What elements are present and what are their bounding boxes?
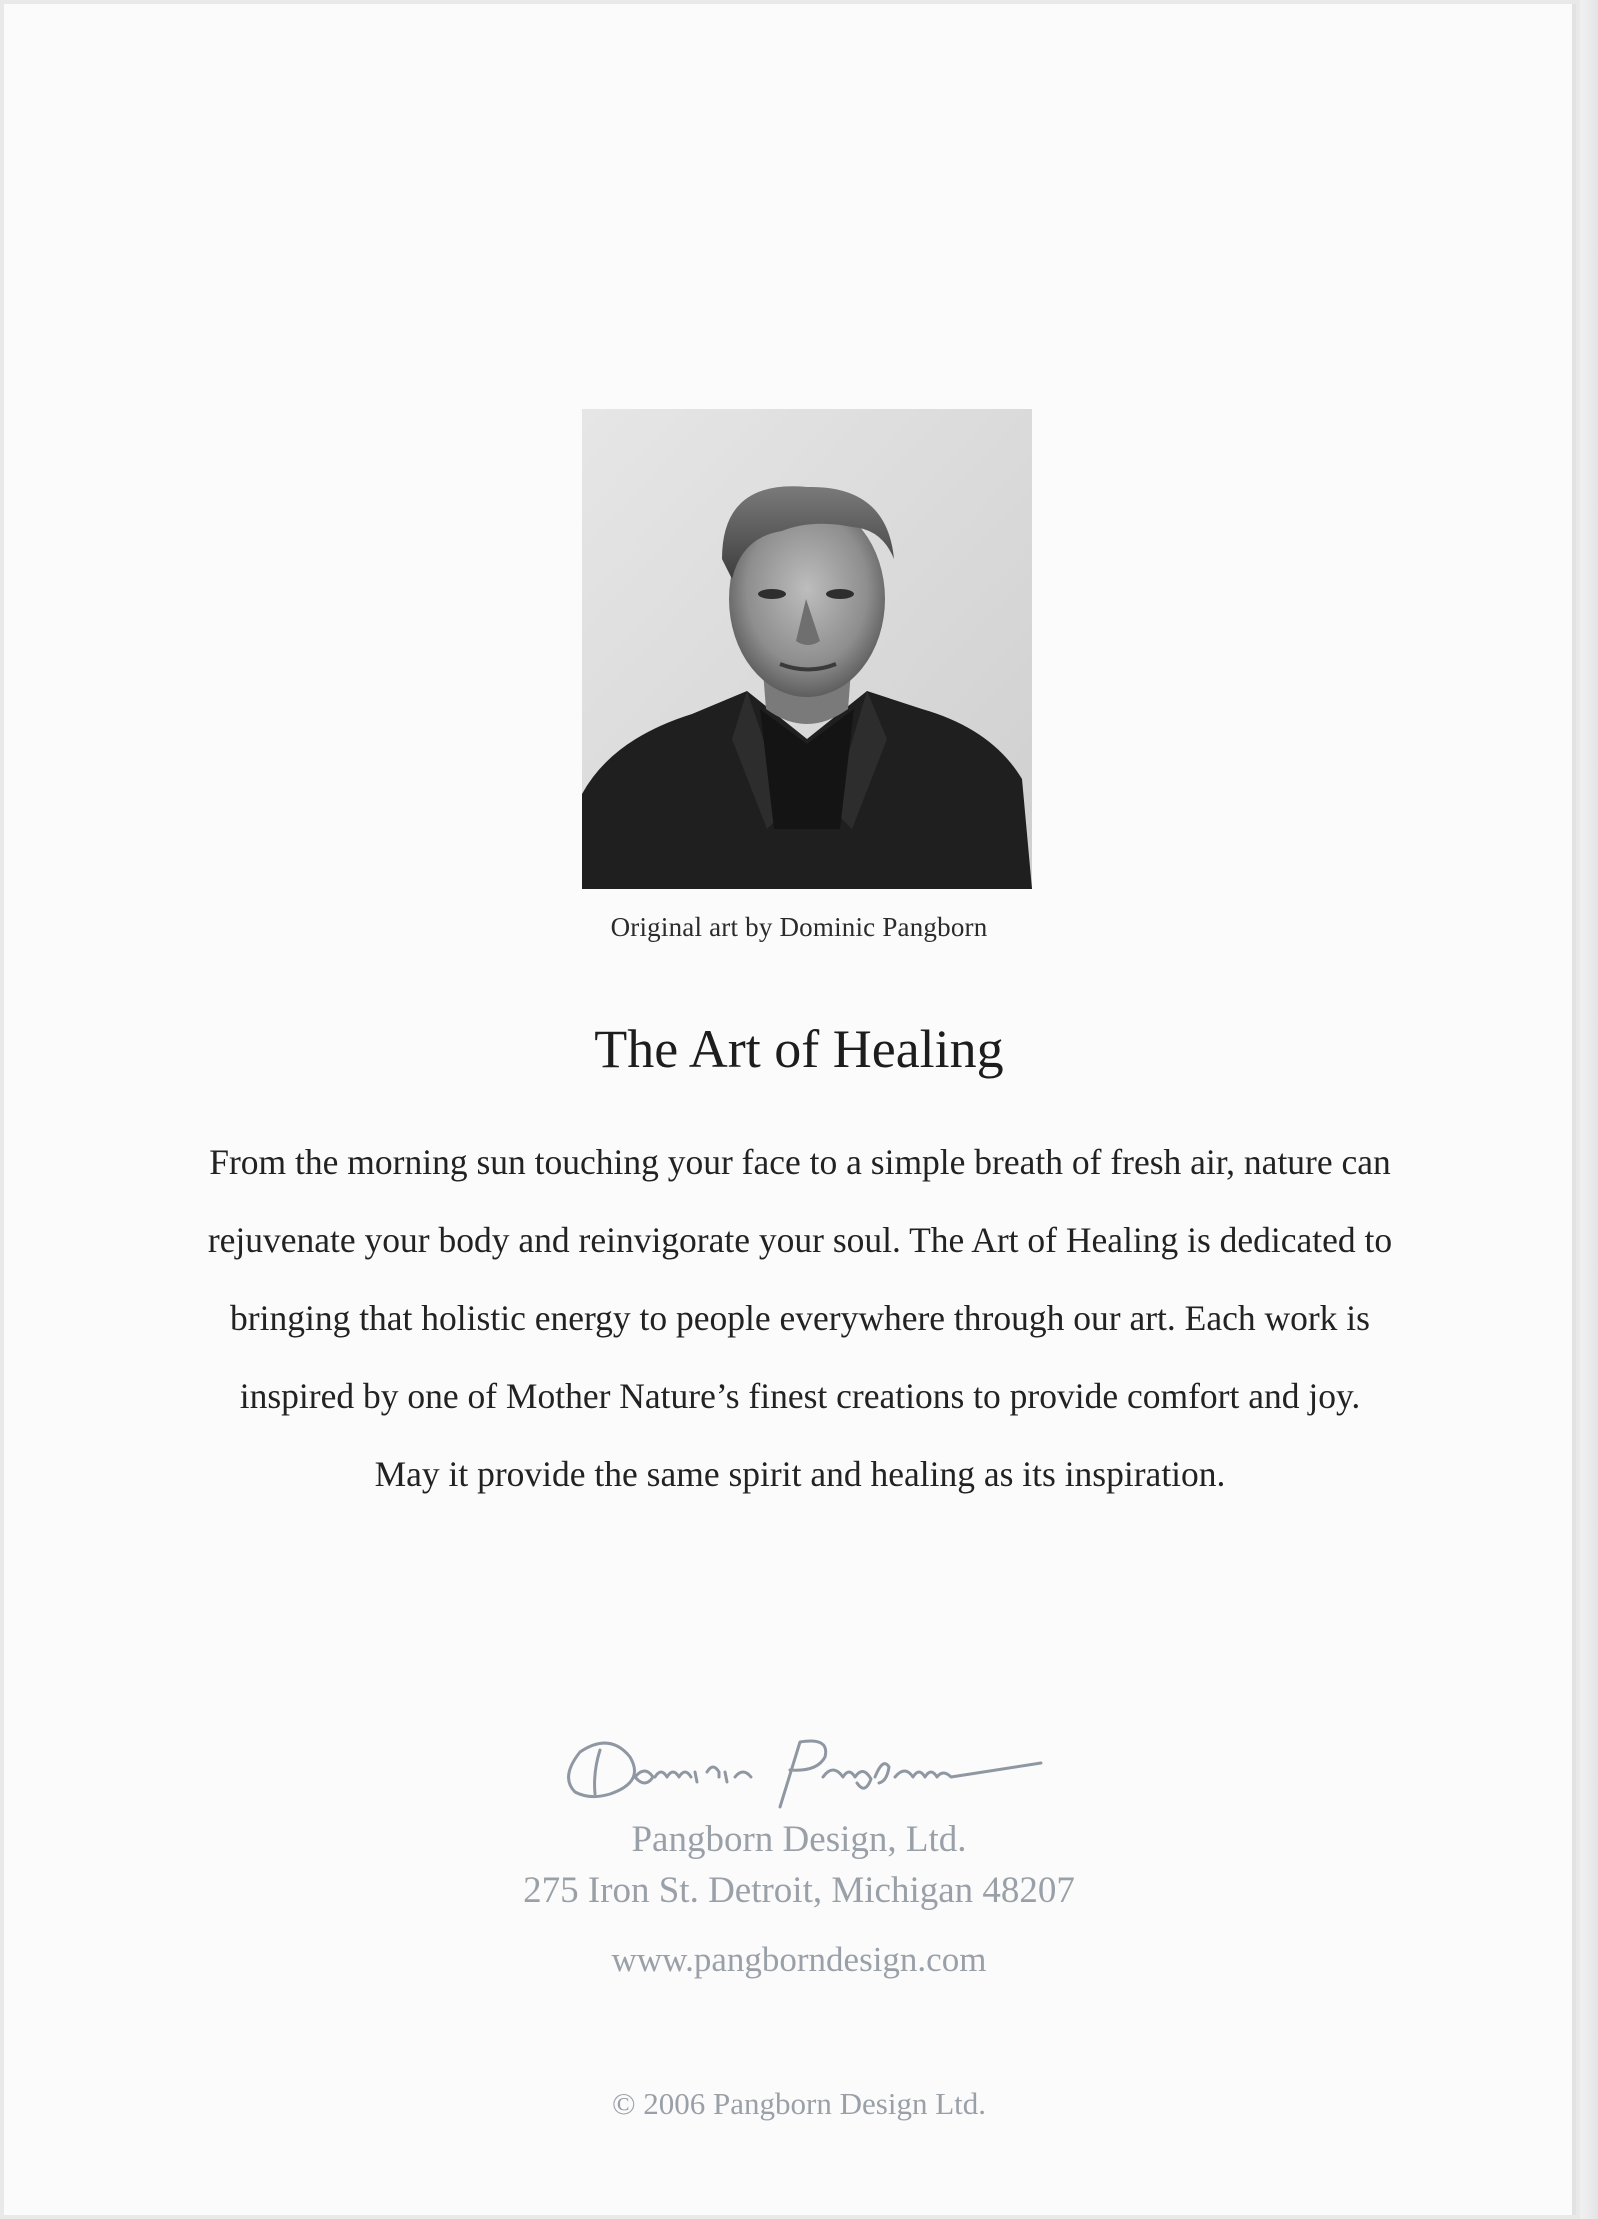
photo-caption: Original art by Dominic Pangborn xyxy=(610,912,988,942)
body-line: May it provide the same spirit and healing as its inspiration. xyxy=(374,1454,1226,1494)
company-address: 275 Iron St. Detroit, Michigan 48207 xyxy=(523,1870,1075,1911)
body-line: rejuvenate your body and reinvigorate your soul. The Art of Healing is dedicated to xyxy=(207,1220,1393,1260)
handwritten-signature xyxy=(555,1722,1045,1812)
page-title: The Art of Healing xyxy=(594,1019,1004,1079)
portrait-image xyxy=(582,409,1032,889)
body-paragraph xyxy=(130,1123,1470,1513)
company-website[interactable]: www.pangborndesign.com xyxy=(611,1940,987,1979)
body-line: inspired by one of Mother Nature’s finest creations to provide comfort and joy. xyxy=(239,1376,1361,1416)
artist-portrait-photo xyxy=(582,409,1032,889)
body-line: From the morning sun touching your face to a simple breath of fresh air, nature can xyxy=(209,1142,1391,1182)
signature-drawing xyxy=(555,1722,1045,1812)
body-line: bringing that holistic energy to people everywhere through our art. Each work is xyxy=(230,1298,1370,1338)
copyright-notice: © 2006 Pangborn Design Ltd. xyxy=(612,2086,986,2121)
company-name: Pangborn Design, Ltd. xyxy=(631,1819,967,1860)
